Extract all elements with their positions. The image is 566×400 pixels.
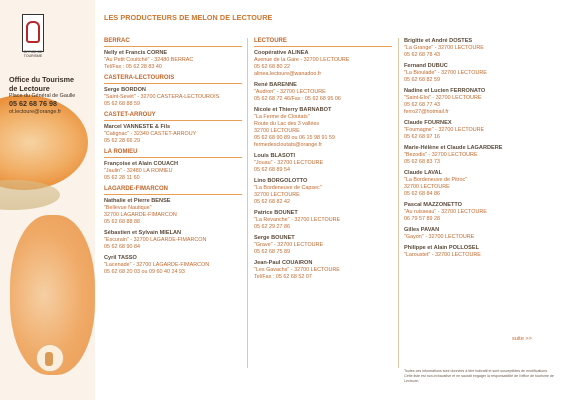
producer-entry xyxy=(104,255,242,276)
producer-email[interactable]: fermedescloutats@orange.fr xyxy=(254,142,323,148)
producer-name: Nathalie et Pierre BENSE xyxy=(104,198,171,204)
producer-detail: "Lacenade" - 32700 LAGARDE-FIMARCON xyxy=(104,262,210,268)
producer-name: Nicole et Thierry BARNABOT xyxy=(254,107,332,113)
producer-name: René BARENNE xyxy=(254,82,297,88)
producer-name: Patrice BOUNET xyxy=(254,210,298,216)
producer-detail: "La Bordeneuve de Capsec" xyxy=(254,185,322,191)
producer-entry xyxy=(404,202,542,223)
producer-name: Brigitte et André DOSTES xyxy=(404,38,473,44)
producer-detail: Avenue de la Gare - 32700 LECTOURE xyxy=(254,57,350,63)
producer-column-1 xyxy=(104,38,242,280)
producer-entry xyxy=(104,198,242,226)
producer-detail: Route du Lac des 3 vallées xyxy=(254,121,320,127)
continued-link[interactable]: suite >> xyxy=(512,336,532,342)
producer-detail: 05 62 29 27 86 xyxy=(254,224,290,230)
producer-entry xyxy=(254,153,392,174)
producer-detail: "Grave" - 32700 LECTOURE xyxy=(254,242,324,248)
producer-detail: "Bezodis" - 32700 LECTOURE xyxy=(404,152,478,158)
producer-name: Claude FOURNEX xyxy=(404,120,452,126)
producer-detail: "Au Petit Couitché" - 32480 BERRAC xyxy=(104,57,194,63)
producer-column-2 xyxy=(254,38,392,285)
producer-detail: "Escurain" - 32700 LAGARDE-FIMARCON xyxy=(104,237,207,243)
producer-detail: 05 62 28 66 29 xyxy=(104,138,140,144)
producer-name: Sébastien et Sylvain MIELAN xyxy=(104,230,182,236)
producer-detail: "Jaulin" - 32480 LA ROMIEU xyxy=(104,168,173,174)
producer-entry xyxy=(404,63,542,84)
producer-name: Cyril TASSO xyxy=(104,255,137,261)
producer-entry xyxy=(254,82,392,103)
producer-entry xyxy=(104,230,242,251)
producer-name: Serge BORDON xyxy=(104,87,146,93)
producer-detail: "Bellevue Nautique" xyxy=(104,205,152,211)
producer-detail: "Laroustet" - 32700 LECTOURE xyxy=(404,252,481,258)
producer-detail: "La Bordeneuve de Pitroc" xyxy=(404,177,468,183)
producer-name: Philippe et Alain POLLOSEL xyxy=(404,245,480,251)
producer-name: Fernand DUBUC xyxy=(404,63,448,69)
producer-detail: "Jouau" - 32700 LECTOURE xyxy=(254,160,324,166)
seal-figure-icon xyxy=(45,352,53,366)
producer-detail: 05 62 68 72 46/Fax : 05 62 68 95 06 xyxy=(254,96,341,102)
producer-name: Coopérative ALINEA xyxy=(254,50,309,56)
producer-entry xyxy=(404,120,542,141)
footnote: Toutes ces informations sont données à titre indicatif et sont susceptibles de modifications. Cette liste est non-exhaustive et ne saurait engager la responsabilité de l'office de tourisme de Lectoure. xyxy=(404,369,554,383)
producer-detail: 05 62 68 82 42 xyxy=(254,199,290,205)
office-title-line-2: de Lectoure xyxy=(9,83,50,93)
office-phone: 05 62 68 76 98 xyxy=(9,99,57,108)
office-address: Place du Général de Gaulle xyxy=(9,93,76,99)
producer-detail: 05 62 68 88 59 xyxy=(104,101,140,107)
producer-detail: 05 62 68 77 43 xyxy=(404,102,440,108)
producer-name: Marie-Hélène et Claude LAGARDERE xyxy=(404,145,503,151)
producer-detail: 05 62 68 90 89 ou 06 15 98 91 59 xyxy=(254,135,335,141)
column-divider xyxy=(247,38,248,368)
producer-entry xyxy=(254,260,392,281)
producer-detail: "La Revanche" - 32700 LECTOURE xyxy=(254,217,341,223)
left-image-panel xyxy=(0,0,95,400)
producer-email[interactable]: ferro27@hotmail.fr xyxy=(404,109,449,115)
producer-entry xyxy=(254,235,392,256)
producer-entry xyxy=(254,107,392,149)
producer-detail: Tel/Fax : 05 62 68 52 07 xyxy=(254,274,312,280)
producer-detail: "Gayon" - 32700 LECTOURE xyxy=(404,234,475,240)
producer-entry xyxy=(404,88,542,116)
producer-detail: "La Bioulade" - 32700 LECTOURE xyxy=(404,70,487,76)
producer-detail: "La Grange" - 32700 LECTOURE xyxy=(404,45,484,51)
producer-detail: 05 62 28 11 60 xyxy=(104,175,140,181)
producer-entry xyxy=(404,227,542,241)
producer-detail: 32700 LECTOURE xyxy=(254,192,300,198)
producer-detail: 06 79 57 89 28 xyxy=(404,216,440,222)
producer-column-3 xyxy=(404,38,542,263)
section-heading: LECTOURE xyxy=(254,38,392,47)
producer-detail: 32700 LAGARDE-FIMARCON xyxy=(104,212,177,218)
tourism-office-logo xyxy=(22,14,44,52)
section-heading: CASTERA-LECTOUROIS xyxy=(104,75,242,84)
column-divider xyxy=(398,38,399,368)
office-contact-block xyxy=(9,76,95,116)
producer-name: Claude LAVAL xyxy=(404,170,443,176)
section-heading: BERRAC xyxy=(104,38,242,47)
producer-detail: 32700 LECTOURE xyxy=(404,184,450,190)
producer-entry xyxy=(104,161,242,182)
producer-detail: "Saint-Sevét" - 32700 CASTERA-LECTOUROIS xyxy=(104,94,220,100)
producer-detail: 05 62 68 20 03 ou 09 60 40 24 93 xyxy=(104,269,185,275)
producer-detail: "Au ruisseau" - 32700 LECTOURE xyxy=(404,209,487,215)
producer-detail: 05 62 68 75 89 xyxy=(254,249,290,255)
producer-entry xyxy=(254,210,392,231)
section-heading: LAGARDE-FIMARCON xyxy=(104,186,242,195)
producer-detail: 05 62 68 89 54 xyxy=(254,167,290,173)
producer-entry xyxy=(104,87,242,108)
producer-name: Nelly et Francis CORNE xyxy=(104,50,168,56)
producer-entry xyxy=(404,170,542,198)
producer-detail: 05 62 68 84 86 xyxy=(404,191,440,197)
page-title: LES PRODUCTEURS DE MELON DE LECTOURE xyxy=(104,13,273,22)
producer-name: Jean-Paul COUAIRON xyxy=(254,260,313,266)
producer-entry xyxy=(404,145,542,166)
producer-detail: 05 62 68 80 22 xyxy=(254,64,290,70)
section-heading: LA ROMIEU xyxy=(104,149,242,158)
producer-email[interactable]: alinea.lectoure@wanadoo.fr xyxy=(254,71,322,77)
producer-entry xyxy=(404,38,542,59)
producer-detail: "Catignac" - 32340 CASTET-ARROUY xyxy=(104,131,197,137)
producer-detail: 05 62 68 88 88 xyxy=(104,219,140,225)
producer-name: Lino BORGOLOTTO xyxy=(254,178,308,184)
producer-detail: "Audron" - 32700 LECTOURE xyxy=(254,89,326,95)
logo-caption: OFFICE DE TOURISME xyxy=(23,50,43,58)
producer-detail: 32700 LECTOURE xyxy=(254,128,300,134)
producer-entry xyxy=(254,178,392,206)
producer-name: Gilles PAVAN xyxy=(404,227,440,233)
office-title-line-1: Office du Tourisme xyxy=(9,75,74,84)
producer-detail: 05 62 68 97 16 xyxy=(404,134,440,140)
producer-name: Louis BLASOTI xyxy=(254,153,296,159)
producer-detail: "La Ferme de Cloutats" xyxy=(254,114,310,120)
producer-entry xyxy=(254,50,392,78)
producer-detail: "Foumagne" - 32700 LECTOURE xyxy=(404,127,485,133)
producer-detail: Tel/Fax : 05 62 28 83 40 xyxy=(104,64,162,70)
producer-detail: 05 62 68 90 84 xyxy=(104,244,140,250)
office-email[interactable]: ot.lectoure@orange.fr xyxy=(9,108,62,115)
producer-name: Serge BOUNET xyxy=(254,235,295,241)
producer-name: Nadine et Lucien FERRONATO xyxy=(404,88,486,94)
producer-entry xyxy=(104,124,242,145)
producer-detail: 05 62 68 82 59 xyxy=(404,77,440,83)
producer-entry xyxy=(104,50,242,71)
producer-name: Françoise et Alain COUACH xyxy=(104,161,179,167)
producer-name: Marcel VANNESTE & Fils xyxy=(104,124,171,130)
producer-detail: 05 62 68 78 43 xyxy=(404,52,440,58)
section-heading: CASTET-ARROUY xyxy=(104,112,242,121)
producer-name: Pascal MAZZONETTO xyxy=(404,202,463,208)
producer-detail: 05 62 68 83 73 xyxy=(404,159,440,165)
producer-detail: "Saint-Eloi" - 32700 LECTOURE xyxy=(404,95,482,101)
producer-entry xyxy=(404,245,542,259)
producer-detail: "Les Gavachs" - 32700 LECTOURE xyxy=(254,267,340,273)
